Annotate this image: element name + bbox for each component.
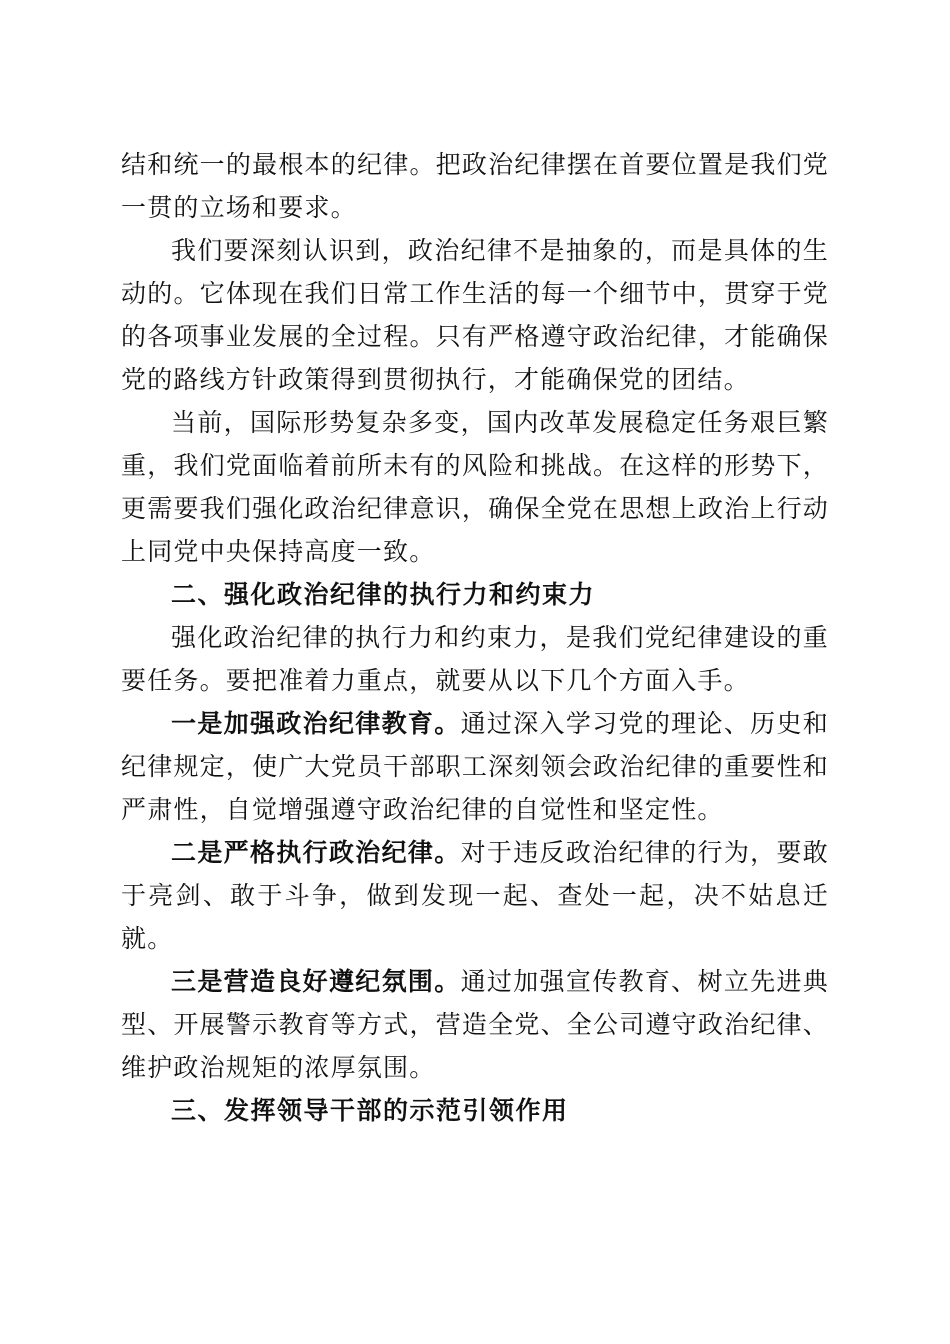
list-item-education <box>121 702 829 831</box>
list-item-body: 对于违反政治纪律的行为，要敢于亮剑、敢于斗争，做到发现一起、查处一起，决不姑息迁就。 <box>121 838 829 953</box>
paragraph-section-2-intro: 强化政治纪律的执行力和约束力，是我们党纪律建设的重要任务。要把准着力重点，就要从以下几个方面入手。 <box>121 623 829 695</box>
list-item-lead: 三是营造良好遵纪氛围。 <box>171 967 461 996</box>
list-item-atmosphere <box>121 960 829 1089</box>
document-body <box>121 143 829 1132</box>
section-heading-2: 二、强化政治纪律的执行力和约束力 <box>171 580 596 609</box>
paragraph-political-discipline-concrete: 我们要深刻认识到，政治纪律不是抽象的，而是具体的生动的。它体现在我们日常工作生活的每一个细节中，贯穿于党的各项事业发展的全过程。只有严格遵守政治纪律，才能确保党的路线方针政策得到贯彻执行，才能确保党的团结。 <box>121 236 829 394</box>
list-item-lead: 一是加强政治纪律教育。 <box>171 709 461 738</box>
list-item-body: 通过深入学习党的理论、历史和纪律规定，使广大党员干部职工深刻领会政治纪律的重要性和严肃性，自觉增强遵守政治纪律的自觉性和坚定性。 <box>121 709 829 824</box>
list-item-lead: 二是严格执行政治纪律。 <box>171 838 461 867</box>
list-item-body: 通过加强宣传教育、树立先进典型、开展警示教育等方式，营造全党、全公司遵守政治纪律、维护政治规矩的浓厚氛围。 <box>121 967 829 1082</box>
paragraph-current-situation: 当前，国际形势复杂多变，国内改革发展稳定任务艰巨繁重，我们党面临着前所未有的风险和挑战。在这样的形势下，更需要我们强化政治纪律意识，确保全党在思想上政治上行动上同党中央保持高度一致。 <box>121 408 829 566</box>
paragraph-continuation: 结和统一的最根本的纪律。把政治纪律摆在首要位置是我们党一贯的立场和要求。 <box>121 150 829 222</box>
list-item-enforcement <box>121 831 829 960</box>
section-heading-3: 三、发挥领导干部的示范引领作用 <box>171 1096 569 1125</box>
